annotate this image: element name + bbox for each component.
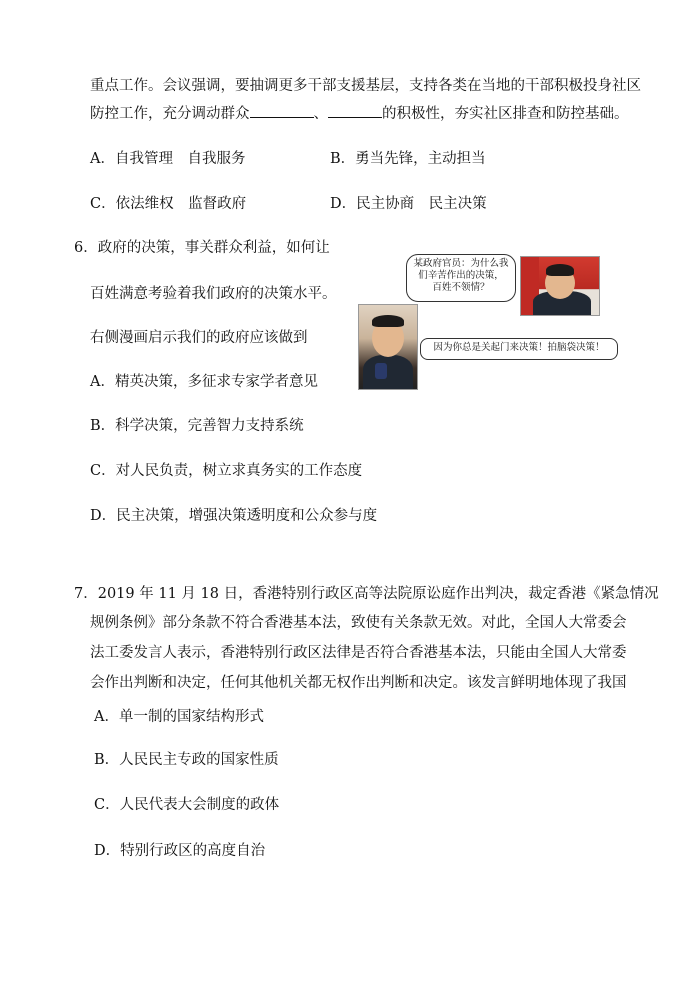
q7-stem-line-1: 7．2019 年 11 月 18 日，香港特别行政区高等法院原讼庭作出判决，裁定香港《紧急情况 [74,586,659,602]
q6-stem-line-1: 6．政府的决策，事关群众利益，如何让 [74,240,330,256]
q7-option-b[interactable]: B．人民民主专政的国家性质 [94,752,279,768]
bubble1-line-1: 某政府官员：为什么我 [413,258,509,269]
q6-option-c[interactable]: C．对人民负责，树立求真务实的工作态度 [90,463,363,479]
q6-option-d[interactable]: D．民主决策，增强决策透明度和公众参与度 [90,508,378,524]
q5-option-b[interactable]: B．勇当先锋，主动担当 [330,151,486,167]
q5-option-a[interactable]: A．自我管理 自我服务 [90,151,246,167]
q7-stem-line-3: 法工委发言人表示，香港特别行政区法律是否符合香港基本法，只能由全国人大常委 [90,645,627,661]
q5-stem-text-b: 的积极性，夯实社区排查和防控基础。 [382,106,629,122]
bubble1-line-2: 们辛苦作出的决策， [418,270,504,281]
bubble2-text: 因为你总是关起门来决策！拍脑袋决策！ [433,342,605,353]
q7-option-c[interactable]: C．人民代表大会制度的政体 [94,797,280,813]
q6-stem-line-3: 右侧漫画启示我们的政府应该做到 [90,330,308,346]
q7-stem-line-2: 规例条例》部分条款不符合香港基本法，致使有关条款无效。对此，全国人大常委会 [90,615,627,631]
commentator-photo [358,304,418,390]
q5-blank-2 [328,105,382,118]
q6-option-b[interactable]: B．科学决策，完善智力支持系统 [90,418,304,434]
q6-stem-line-2: 百姓满意考验着我们政府的决策水平。 [90,286,337,302]
q6-cartoon [358,246,618,392]
q5-stem-text-a: 防控工作，充分调动群众 [90,106,250,122]
commentator-speech-bubble [420,338,618,360]
q7-option-d[interactable]: D．特别行政区的高度自治 [94,843,266,859]
q5-stem-sep: 、 [313,106,328,122]
q5-blank-1 [250,105,314,118]
official-speech-bubble [406,254,516,302]
q5-stem-line-2 [90,104,629,124]
q7-stem-line-4: 会作出判断和决定，任何其他机关都无权作出判断和决定。该发言鲜明地体现了我国 [90,675,627,691]
q7-option-a[interactable]: A．单一制的国家结构形式 [94,709,264,725]
official-photo [520,256,600,316]
bubble1-line-3: 百姓不领情？ [432,282,490,293]
q6-option-a[interactable]: A．精英决策，多征求专家学者意见 [90,374,318,390]
q5-option-d[interactable]: D．民主协商 民主决策 [330,196,487,212]
q5-stem-line-1: 重点工作。会议强调，要抽调更多干部支援基层，支持各类在当地的干部积极投身社区 [90,78,641,94]
q5-option-c[interactable]: C．依法维权 监督政府 [90,196,247,212]
